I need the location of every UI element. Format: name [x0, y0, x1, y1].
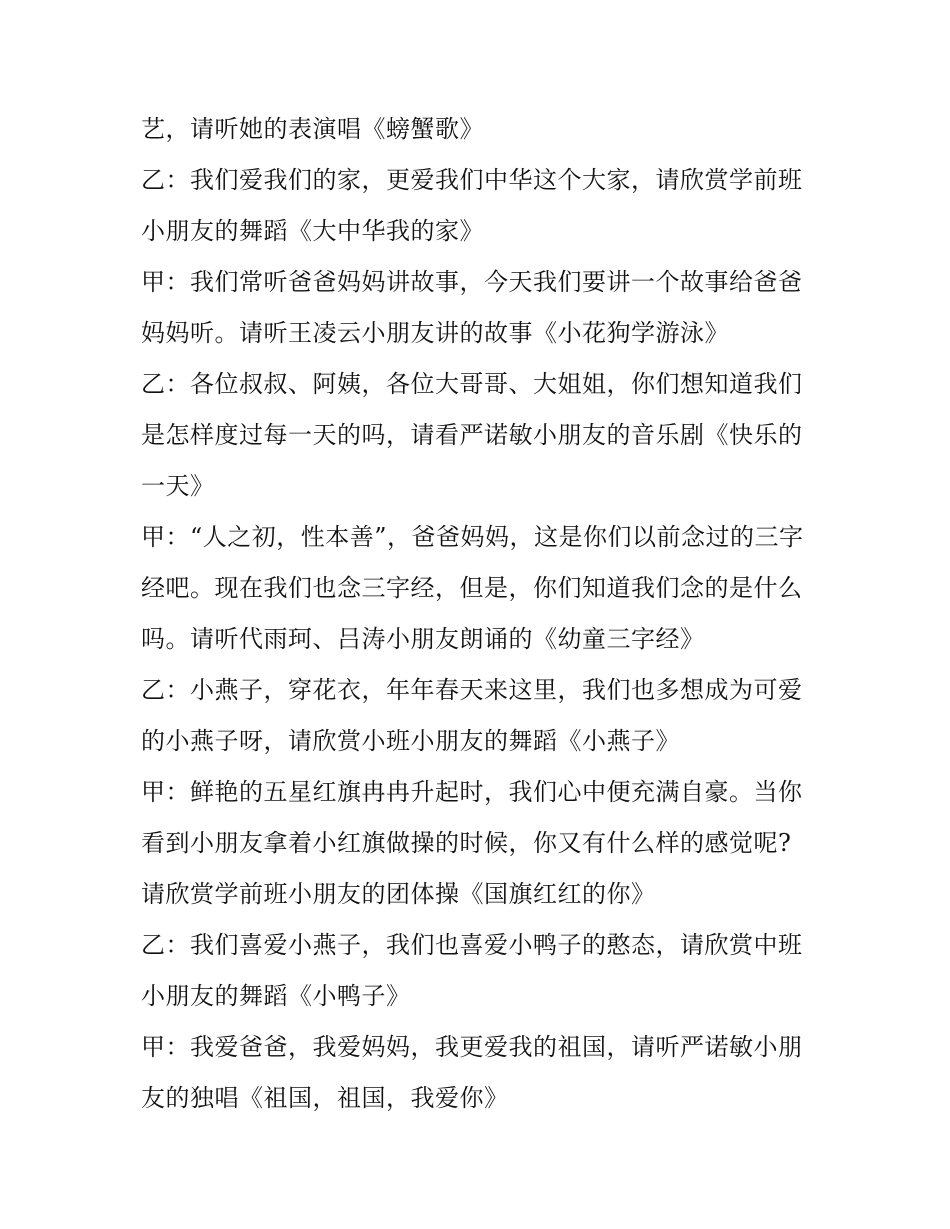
text-line: 看到小朋友拿着小红旗做操的时候，你又有什么样的感觉呢?	[141, 829, 792, 857]
text-line: 乙：各位叔叔、阿姨，各位大哥哥、大姐姐，你们想知道我们	[141, 370, 803, 398]
text-line: 妈妈听。请听王凌云小朋友讲的故事《小花狗学游泳》	[141, 319, 729, 347]
text-line: 的小燕子呀，请欣赏小班小朋友的舞蹈《小燕子》	[141, 727, 680, 755]
text-line: 小朋友的舞蹈《小鸭子》	[141, 982, 411, 1010]
text-line: 是怎样度过每一天的吗，请看严诺敏小朋友的音乐剧《快乐的	[141, 421, 803, 449]
text-line: 友的独唱《祖国，祖国，我爱你》	[141, 1084, 509, 1112]
text-line: 请欣赏学前班小朋友的团体操《国旗红红的你》	[141, 880, 656, 908]
text-line: 甲：我们常听爸爸妈妈讲故事，今天我们要讲一个故事给爸爸	[141, 268, 803, 296]
text-line: 乙：我们爱我们的家，更爱我们中华这个大家，请欣赏学前班	[141, 166, 803, 194]
text-line: 甲：“人之初，性本善”，爸爸妈妈，这是你们以前念过的三字	[141, 523, 804, 551]
text-line: 甲：我爱爸爸，我爱妈妈，我更爱我的祖国，请听严诺敏小朋	[141, 1033, 803, 1061]
text-line: 小朋友的舞蹈《大中华我的家》	[141, 217, 484, 245]
text-line: 吗。请听代雨珂、吕涛小朋友朗诵的《幼童三字经》	[141, 625, 705, 653]
text-line: 艺，请听她的表演唱《螃蟹歌》	[141, 115, 484, 143]
script-text	[141, 104, 821, 1124]
text-line: 乙：小燕子，穿花衣，年年春天来这里，我们也多想成为可爱	[141, 676, 803, 704]
text-line: 乙：我们喜爱小燕子，我们也喜爱小鸭子的憨态，请欣赏中班	[141, 931, 803, 959]
text-line: 经吧。现在我们也念三字经，但是，你们知道我们念的是什么	[141, 574, 803, 602]
text-line: 甲：鲜艳的五星红旗冉冉升起时，我们心中便充满自豪。当你	[141, 778, 803, 806]
text-line: 一天》	[141, 472, 215, 500]
